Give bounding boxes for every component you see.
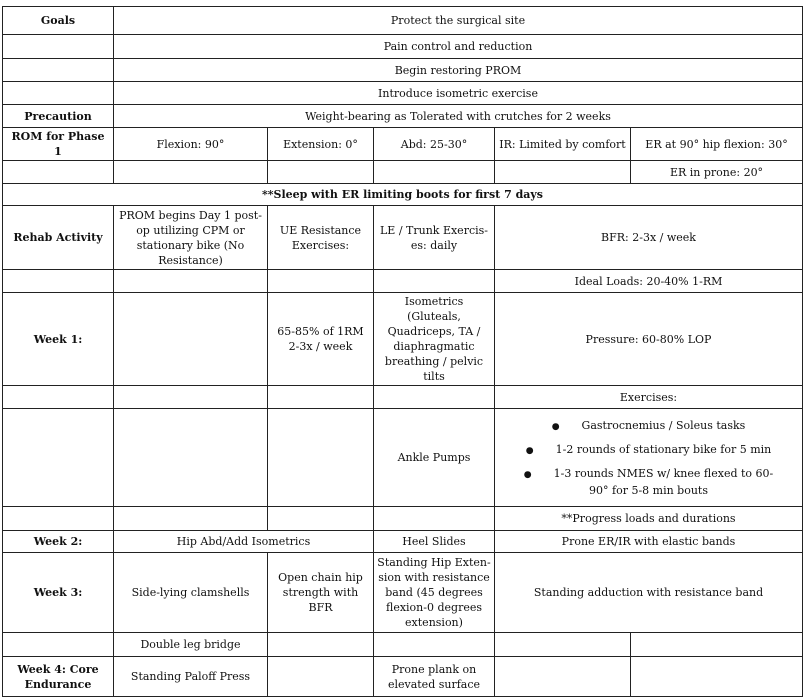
clamshells: Side-lying clamshells (114, 553, 268, 633)
bfr-cell: BFR: 2-3x / week (495, 206, 803, 270)
table-row (3, 35, 803, 59)
table-row (3, 128, 803, 161)
week4-label: Week 4: Core Endurance (3, 657, 114, 697)
table-row (3, 105, 803, 128)
list-item: ● Gastrocnemius / Soleus tasks (551, 418, 746, 432)
table-row (3, 531, 803, 553)
table-row (3, 507, 803, 531)
week1-label: Week 1: (3, 293, 114, 386)
progress-note: **Progress loads and durations (495, 507, 803, 531)
table-row (3, 409, 803, 507)
ankle-pumps-cell: Ankle Pumps (374, 409, 495, 507)
rom-abd: Abd: 25-30° (374, 128, 495, 161)
rom-ir: IR: Limited by comfort (495, 128, 631, 161)
table-row (3, 184, 803, 206)
list-item: ● 1-3 rounds NMES w/ knee flexed to 60-90° for 5-8 min bouts (523, 466, 774, 497)
rom-er-prone: ER in prone: 20° (631, 161, 803, 184)
goal-item: Introduce isometric exercise (114, 82, 803, 105)
table-row (3, 161, 803, 184)
table-row (3, 206, 803, 270)
rom-label: ROM for Phase 1 (3, 128, 114, 161)
list-item: ● 1-2 rounds of stationary bike for 5 min (525, 442, 772, 456)
standing-adduction: Standing adduction with resistance band (495, 553, 803, 633)
table-row (3, 82, 803, 105)
goals-label: Goals (3, 7, 114, 35)
open-chain: Open chain hip strength with BFR (268, 553, 374, 633)
prom-cell: PROM begins Day 1 post-op utilizing CPM or stationary bike (No Resistance) (114, 206, 268, 270)
goal-item: Pain control and reduction (114, 35, 803, 59)
sleep-note: **Sleep with ER limiting boots for first 7 days (3, 184, 803, 206)
rom-extension: Extension: 0° (268, 128, 374, 161)
rehab-label: Rehab Activity (3, 206, 114, 270)
le-cell: LE / Trunk Exercis-es: daily (374, 206, 495, 270)
week3-label: Week 3: (3, 553, 114, 633)
paloff-press: Standing Paloff Press (114, 657, 268, 697)
hip-isometrics: Hip Abd/Add Isometrics (114, 531, 374, 553)
rehab-protocol-table (2, 6, 803, 697)
table-row (3, 59, 803, 82)
pressure-cell: Pressure: 60-80% LOP (495, 293, 803, 386)
precaution-value: Weight-bearing as Tolerated with crutches for 2 weeks (114, 105, 803, 128)
goal-item: Protect the surgical site (114, 7, 803, 35)
bfr-exercise-list (495, 409, 803, 507)
ue-cell: UE Resistance Exercises: (268, 206, 374, 270)
precaution-label: Precaution (3, 105, 114, 128)
table-row (3, 386, 803, 409)
rom-flexion: Flexion: 90° (114, 128, 268, 161)
ue-value: 65-85% of 1RM 2-3x / week (268, 293, 374, 386)
table-row (3, 270, 803, 293)
isometrics-cell: Isometrics (Gluteals, Quadriceps, TA / diaphragmatic breathing / pelvic tilts (374, 293, 495, 386)
table-row (3, 553, 803, 633)
bullet-icon: ● (523, 469, 532, 480)
week2-label: Week 2: (3, 531, 114, 553)
ideal-loads: Ideal Loads: 20-40% 1-RM (495, 270, 803, 293)
prone-plank: Prone plank on elevated surface (374, 657, 495, 697)
goal-item: Begin restoring PROM (114, 59, 803, 82)
heel-slides: Heel Slides (374, 531, 495, 553)
table-row (3, 7, 803, 35)
table-row (3, 633, 803, 657)
bullet-icon: ● (525, 445, 534, 456)
exercises-label: Exercises: (495, 386, 803, 409)
prone-er-ir: Prone ER/IR with elastic bands (495, 531, 803, 553)
bullet-icon: ● (551, 421, 560, 432)
table-row (3, 293, 803, 386)
hip-extension: Standing Hip Exten-sion with resistance band (45 degrees flexion-0 degrees extension) (374, 553, 495, 633)
rom-er-hip: ER at 90° hip flexion: 30° (631, 128, 803, 161)
table-row (3, 657, 803, 697)
double-leg-bridge: Double leg bridge (114, 633, 268, 657)
